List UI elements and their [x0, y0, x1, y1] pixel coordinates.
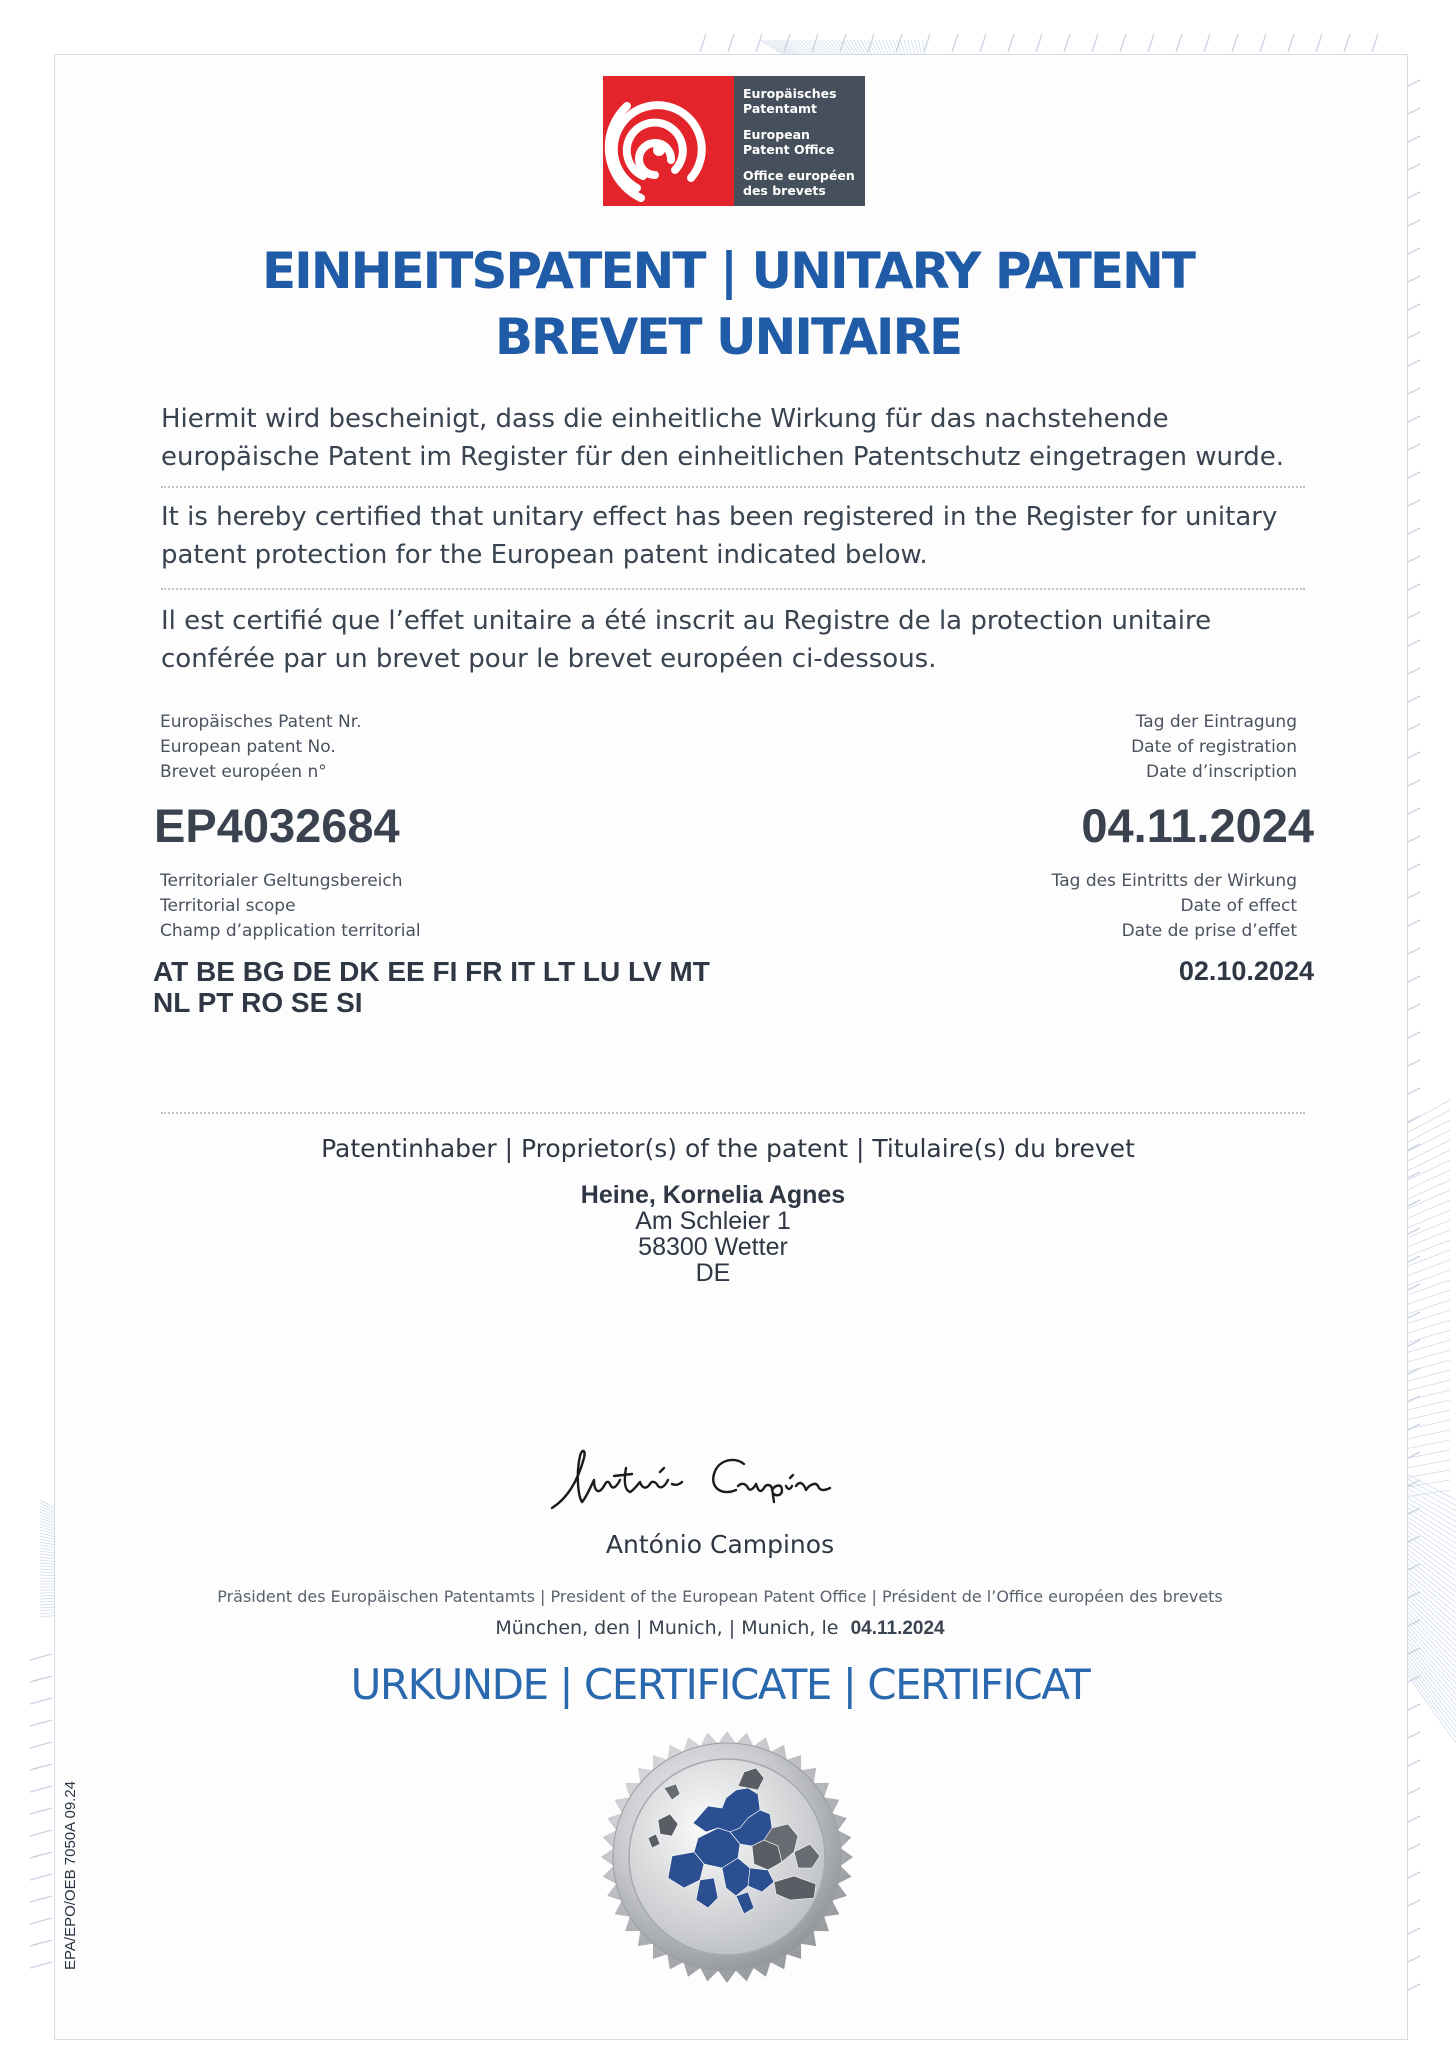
divider: [161, 1112, 1305, 1114]
registration-label-de: Tag der Eintragung: [1135, 712, 1297, 732]
title-line-2: BREVET UNITAIRE: [494, 308, 962, 366]
epo-logo-mark: [603, 76, 734, 206]
effect-date: 02.10.2024: [1178, 956, 1314, 986]
signatory-name: António Campinos: [605, 1530, 835, 1559]
patent-no-labels: [160, 710, 362, 785]
proprietor-country: DE: [695, 1259, 731, 1287]
patent-number: EP4032684: [154, 799, 400, 852]
scope-label-en: Territorial scope: [160, 896, 296, 916]
statement-en: It is hereby certified that unitary effect has been registered in the Register for unitary patent protection for the European patent indicated below.: [161, 502, 1278, 570]
place-and-date: [0, 1617, 1440, 1640]
proprietor-name: Heine, Kornelia Agnes: [580, 1181, 846, 1209]
europe-map-seal-icon: [598, 1728, 856, 1986]
states-line-2: NL PT RO SE SI: [153, 987, 363, 1018]
registration-date-labels: [1131, 710, 1297, 785]
logo-brand-line: Europäisches: [743, 86, 837, 101]
proprietor-heading: Patentinhaber | Proprietor(s) of the patent | Titulaire(s) du brevet: [321, 1134, 1135, 1163]
certificate-label: URKUNDE | CERTIFICATE | CERTIFICAT: [350, 1660, 1090, 1709]
signature-image: [548, 1440, 888, 1520]
registration-label-en: Date of registration: [1131, 737, 1297, 757]
proprietor-street: Am Schleier 1: [635, 1207, 791, 1235]
registration-label-fr: Date d’inscription: [1146, 762, 1297, 782]
patent-no-label-en: European patent No.: [160, 737, 336, 757]
form-code: EPA/EPO/OEB 7050A 09.24: [62, 1780, 79, 1970]
logo-brand-line: Patent Office: [743, 142, 835, 157]
logo-brand-line: Office européen: [743, 168, 855, 183]
divider: [161, 588, 1305, 590]
effect-label-en: Date of effect: [1180, 896, 1297, 916]
logo-brand-line: des brevets: [743, 183, 826, 198]
patent-no-label-de: Europäisches Patent Nr.: [160, 712, 362, 732]
signatory-title: Präsident des Europäischen Patentamts | President of the European Patent Office | Président de l’Office européen des brevets: [217, 1587, 1223, 1606]
statement-fr: Il est certifié que l’effet unitaire a été inscrit au Registre de la protection unitaire conférée par un brevet pour le brevet européen ci-dessous.: [161, 606, 1212, 674]
statement-de: Hiermit wird bescheinigt, dass die einheitliche Wirkung für das nachstehende europäische Patent im Register für den einheitlichen Patentschutz eingetragen wurde.: [161, 404, 1285, 472]
effect-date-labels: [1052, 869, 1297, 944]
title-line-1: EINHEITSPATENT | UNITARY PATENT: [262, 242, 1194, 300]
proprietor-city: 58300 Wetter: [638, 1233, 788, 1261]
territorial-scope-labels: [160, 869, 421, 944]
epo-arcs-icon: [603, 76, 734, 206]
divider: [161, 486, 1305, 488]
signature-date: 04.11.2024: [850, 1618, 945, 1639]
effect-label-de: Tag des Eintritts der Wirkung: [1051, 871, 1297, 891]
states-line-1: AT BE BG DE DK EE FI FR IT LT LU LV MT: [153, 956, 710, 987]
place-label: München, den | Munich, | Munich, le: [495, 1617, 839, 1639]
scope-label-de: Territorialer Geltungsbereich: [160, 871, 403, 891]
logo-brand-line: European: [743, 127, 810, 142]
logo-brand-line: Patentamt: [743, 101, 818, 116]
proprietor-address: [0, 1182, 1426, 1286]
registration-date: 04.11.2024: [1081, 799, 1314, 852]
epo-logo: [603, 76, 865, 206]
patent-no-label-fr: Brevet européen n°: [160, 762, 327, 782]
epo-logo-text: [734, 76, 865, 206]
territorial-scope-states: [153, 956, 793, 1018]
scope-label-fr: Champ d’application territorial: [160, 921, 421, 941]
effect-label-fr: Date de prise d’effet: [1121, 921, 1297, 941]
